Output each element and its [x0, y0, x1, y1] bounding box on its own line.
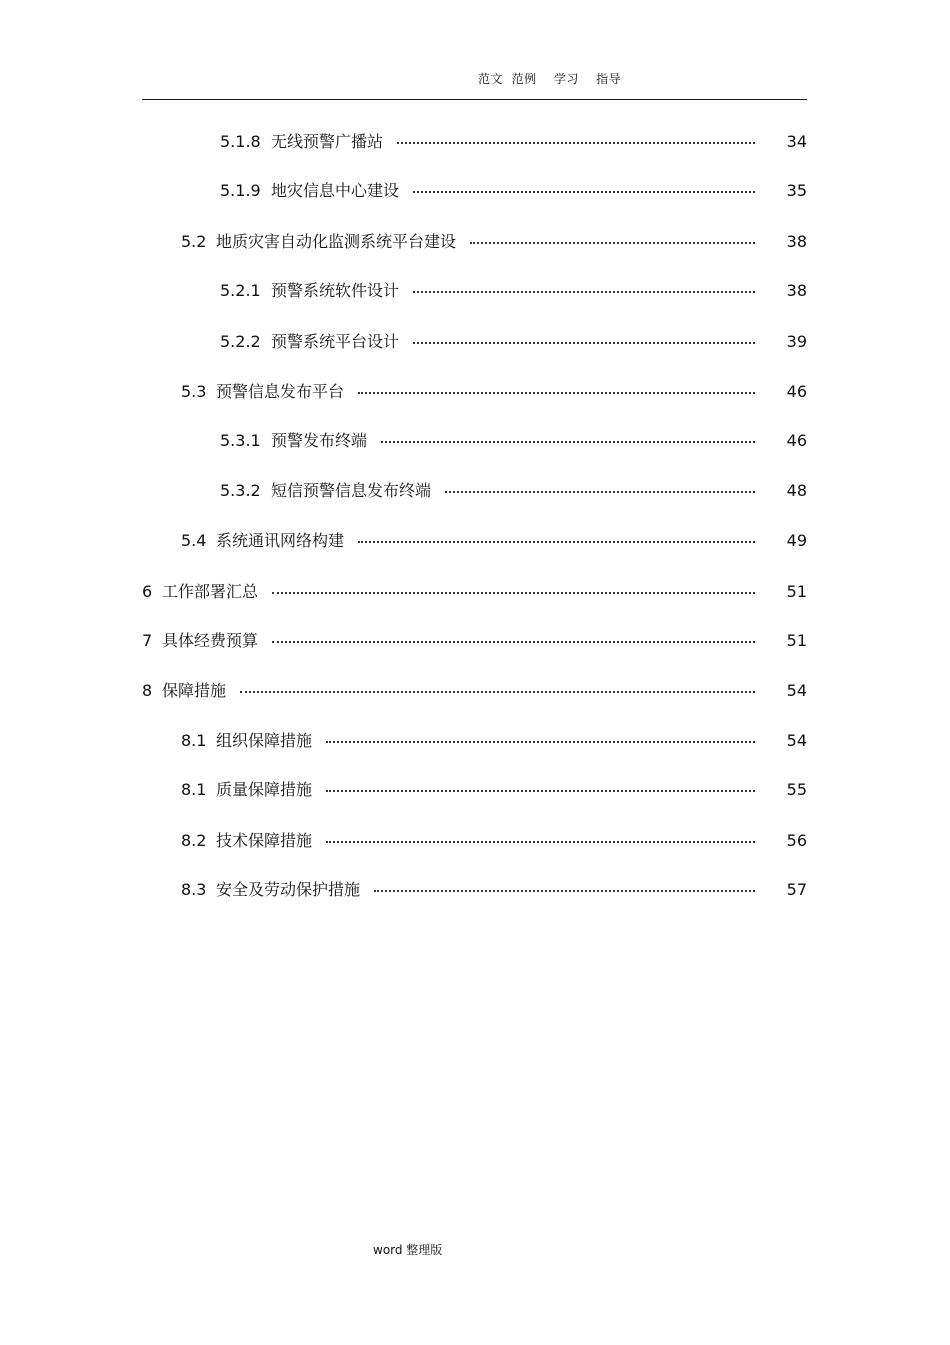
toc-entry[interactable]	[220, 131, 807, 153]
toc-number: 7	[142, 631, 153, 650]
toc-leader-dots	[272, 592, 755, 594]
toc-entry[interactable]	[181, 730, 807, 752]
toc-entry[interactable]	[142, 680, 807, 702]
toc-leader-dots	[381, 441, 755, 443]
toc-leader-dots	[240, 691, 755, 693]
toc-title: 预警系统软件设计	[271, 281, 400, 300]
toc-entry[interactable]	[220, 280, 807, 302]
toc-entry[interactable]	[181, 530, 807, 552]
toc-page-number: 39	[786, 332, 807, 351]
toc-page-number: 48	[786, 481, 807, 500]
toc-number: 5.1.9	[220, 181, 261, 200]
toc-number: 6	[142, 582, 153, 601]
toc-title: 无线预警广播站	[271, 132, 384, 151]
toc-entry[interactable]	[220, 430, 807, 452]
toc-page-number: 51	[786, 582, 807, 601]
toc-number: 5.4	[181, 531, 207, 550]
toc-number: 5.2.1	[220, 281, 261, 300]
toc-title: 保障措施	[162, 681, 227, 700]
toc-number: 8.3	[181, 880, 207, 899]
toc-entry[interactable]	[181, 779, 807, 801]
toc-title: 工作部署汇总	[162, 582, 259, 601]
toc-number: 5.2.2	[220, 332, 261, 351]
toc-number: 5.3.1	[220, 431, 261, 450]
toc-title: 安全及劳动保护措施	[216, 880, 361, 899]
header-divider	[142, 99, 807, 100]
toc-leader-dots	[413, 191, 755, 193]
toc-title: 预警系统平台设计	[271, 332, 400, 351]
toc-title: 地质灾害自动化监测系统平台建设	[216, 232, 457, 251]
toc-number: 8.1	[181, 731, 207, 750]
toc-number: 5.3	[181, 382, 207, 401]
toc-entry[interactable]	[142, 630, 807, 652]
toc-leader-dots	[272, 641, 755, 643]
toc-page-number: 46	[786, 431, 807, 450]
toc-title: 系统通讯网络构建	[216, 531, 345, 550]
toc-number: 8.1	[181, 780, 207, 799]
toc-leader-dots	[358, 541, 755, 543]
toc-leader-dots	[374, 890, 755, 892]
toc-entry[interactable]	[181, 879, 807, 901]
toc-title: 组织保障措施	[216, 731, 313, 750]
toc-entry[interactable]	[181, 231, 807, 253]
toc-page-number: 38	[786, 281, 807, 300]
toc-number: 5.3.2	[220, 481, 261, 500]
toc-title: 具体经费预算	[162, 631, 259, 650]
toc-entry[interactable]	[181, 381, 807, 403]
toc-page-number: 54	[786, 681, 807, 700]
toc-title: 质量保障措施	[216, 780, 313, 799]
toc-page-number: 38	[786, 232, 807, 251]
toc-number: 8.2	[181, 831, 207, 850]
toc-entry[interactable]	[220, 331, 807, 353]
toc-leader-dots	[326, 841, 755, 843]
toc-entry[interactable]	[220, 480, 807, 502]
toc-title: 短信预警信息发布终端	[271, 481, 432, 500]
toc-page-number: 35	[786, 181, 807, 200]
toc-leader-dots	[413, 291, 755, 293]
toc-page-number: 55	[786, 780, 807, 799]
toc-number: 8	[142, 681, 153, 700]
page-header: 范文 范例 学习 指导	[478, 72, 622, 86]
toc-leader-dots	[397, 142, 755, 144]
toc-page-number: 49	[786, 531, 807, 550]
toc-page-number: 34	[786, 132, 807, 151]
toc-title: 技术保障措施	[216, 831, 313, 850]
toc-page-number: 51	[786, 631, 807, 650]
toc-leader-dots	[470, 242, 755, 244]
toc-entry[interactable]	[181, 830, 807, 852]
toc-leader-dots	[445, 491, 755, 493]
toc-title: 预警信息发布平台	[216, 382, 345, 401]
toc-leader-dots	[413, 342, 755, 344]
toc-page-number: 57	[786, 880, 807, 899]
toc-entry[interactable]	[220, 180, 807, 202]
toc-leader-dots	[326, 790, 755, 792]
toc-number: 5.1.8	[220, 132, 261, 151]
toc-entry[interactable]	[142, 581, 807, 603]
toc-page-number: 56	[786, 831, 807, 850]
page-footer: word 整理版	[373, 1243, 443, 1257]
toc-number: 5.2	[181, 232, 207, 251]
toc-leader-dots	[358, 392, 755, 394]
toc-title: 地灾信息中心建设	[271, 181, 400, 200]
toc-leader-dots	[326, 741, 755, 743]
toc-title: 预警发布终端	[271, 431, 368, 450]
toc-page-number: 54	[786, 731, 807, 750]
toc-page-number: 46	[786, 382, 807, 401]
